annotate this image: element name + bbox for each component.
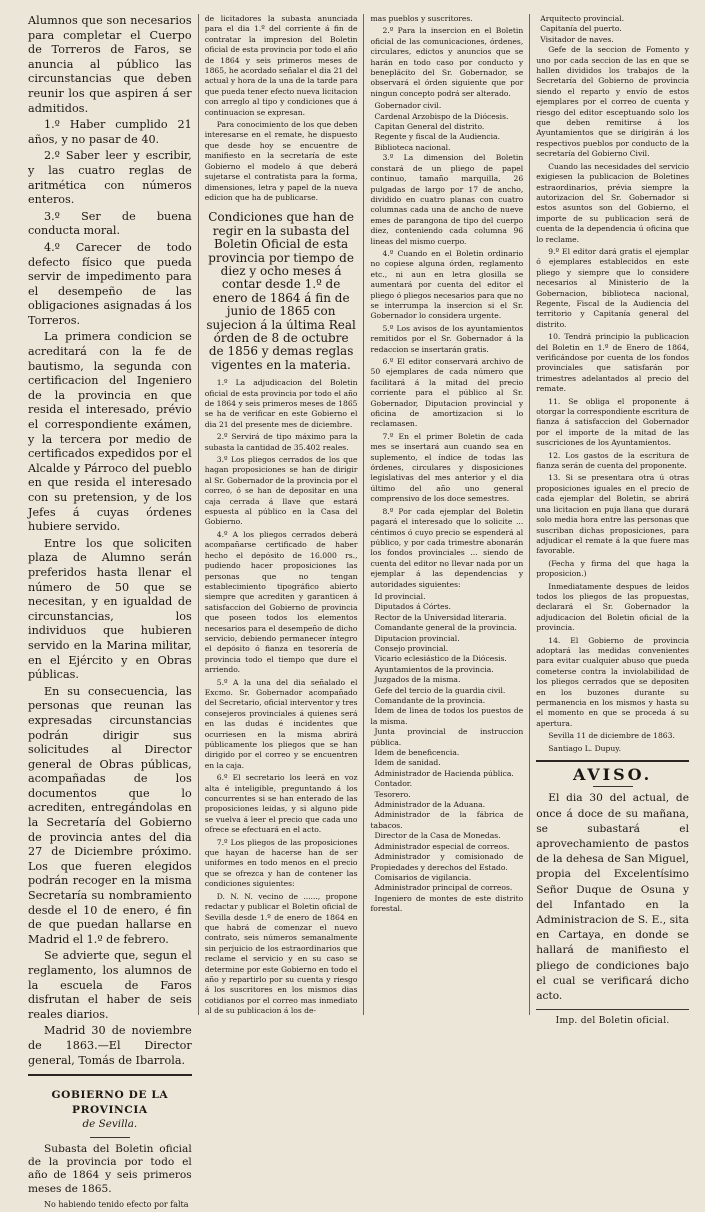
list-item: Consejo provincial. bbox=[374, 643, 449, 653]
list-item: Tesorero. bbox=[374, 789, 411, 799]
col3-item-7: 8.º Por cada ejemplar del Boletin pagará el interesado que lo solicite ... céntimos ó cuyo precio se espenderá al público, y por cada trimestre abonarán los fondos provinciales ... siendo de cuenta del editor no llevar nada por un ejemplar á las dependencias y autoridades siguientes: bbox=[370, 506, 524, 589]
condition-7: 7.º Los pliegos de las proposiciones que hayan de hacerse han de ser uniformes en todo menos en el precio que se ofrezca y han de contener las condiciones siguientes: bbox=[204, 837, 358, 889]
list-item: Administrador principal de correos. bbox=[374, 883, 513, 893]
condition-6: 6.º El secretario los leerá en voz alta é inteligible, preguntando á los concurrentes si se han enterado de las proposiciones leidas, y si alguno pide se vuelva á leer el precio que cada uno ofrece se efectuará en el acto. bbox=[204, 773, 358, 835]
list-item: Regente y fiscal de la Audiencia. bbox=[374, 132, 501, 142]
list-item: Visitador de naves. bbox=[540, 34, 614, 44]
list-item: Id provincial. bbox=[374, 591, 426, 601]
list-item: Administrador y comisionado de Propiedades y derechos del Estado. bbox=[370, 852, 524, 872]
condition-2: 2.º Servirá de tipo máximo para la subasta la cantidad de 35.402 reales. bbox=[204, 432, 358, 452]
col4-item-6: 12. Los gastos de la escritura de fianza serán de cuenta del proponente. bbox=[536, 450, 689, 471]
list-item: Idem de beneficencia. bbox=[374, 748, 460, 758]
col4-item-8: (Fecha y firma del que haga la proposicion.) bbox=[536, 558, 689, 579]
list-item: Gefe del tercio de la guardia civil. bbox=[374, 685, 506, 695]
paragraph-3: En su consecuencia, las personas que reunan las expresadas circunstancias podrán dirigir sus solicitudes al Director general de Obras públicas, acompañadas de los documentos que lo acrediten, entregándolas en la Secretaría del Gobierno de provincia antes del dia 27 de Diciembre próximo. Los que fueren elegidos podrán recoger en la misma Secretaría su nombramiento desde el 10 de enero, é fin de que puedan hallarse en Madrid el 1.º de febrero. bbox=[28, 684, 192, 946]
section-divider bbox=[536, 760, 689, 762]
column-4 bbox=[529, 14, 695, 1027]
column-3 bbox=[363, 14, 529, 1015]
list-item: Juzgados de la misma. bbox=[374, 675, 461, 685]
condition-3: 3.º Los pliegos cerrados de los que hagan proposiciones se han de dirigir al Sr. Gobernador de la provincia por el correo, ó se han de depositar en una caja cerrada á llave que estará espuesta al público en la Casa del Gobierno. bbox=[204, 455, 358, 527]
list-item: Arquitecto provincial. bbox=[540, 14, 625, 23]
col4-list bbox=[536, 14, 689, 45]
requirement-3: 3.º Ser de buena conducta moral. bbox=[28, 209, 192, 238]
list-item: Comisarios de vigilancia. bbox=[374, 872, 472, 882]
government-heading: GOBIERNO DE LA PROVINCIA bbox=[51, 1089, 169, 1116]
intro-text: Alumnos que son necesarios para completar el Cuerpo de Torreros de Faros, se anuncia al público las circunstancias que deben reunir los que aspiren á ser admitidos. bbox=[28, 14, 192, 115]
list-item: Gobernador civil. bbox=[374, 101, 442, 111]
col3-paragraph-1: mas pueblos y suscritores. bbox=[370, 14, 473, 23]
list-item: Vicario eclesiástico de la Diócesis. bbox=[374, 654, 507, 664]
col4-item-1: Gefe de la seccion de Fomento y uno por cada seccion de las en que se hallen divididos los trabajos de la Secretaría del Gobierno de provincia siendo el reparto y envío de estos ejemplares por el correo de cuenta y riesgo del editor esceptuando solo los que deben remitirse á los Ayuntamientos que se dirigirán á los respectivos pueblos por conducto de la secretaría del Gobierno Civil. bbox=[536, 45, 689, 159]
column-2 bbox=[198, 14, 364, 1015]
list-item: Director de la Casa de Monedas. bbox=[374, 831, 501, 841]
paragraph-2: Entre los que soliciten plaza de Alumno serán preferidos hasta llenar el número de 50 que se necesitan, y en igualdad de circunstancias, los individuos que hubieren servido en la Marina militar, en el Ejército y en Obras públicas. bbox=[28, 536, 192, 682]
aviso-text: El dia 30 del actual, de once á doce de su mañana, se subastará el aprovechamiento de pastos de la dehesa de San Miguel, propia del Excelentísimo Señor Duque de Osuna y del Infantado en la Administracion de S. E., sita en Cartaya, en donde se hallará de manifiesto el pliego de condiciones bajo el cual se verificará dicho acto. bbox=[536, 792, 689, 1003]
short-rule bbox=[593, 786, 633, 787]
list-item: Idem de linea de todos los puestos de la misma. bbox=[370, 706, 524, 726]
list-item: Rector de la Universidad literaria. bbox=[374, 612, 507, 622]
condition-1: 1.º La adjudicacion del Boletin oficial de esta provincia por todo el año de 1864 y seis primeros meses de 1865 se ha de verificar en este Gobierno el dia 21 del presente mes de diciembre. bbox=[204, 378, 358, 429]
col4-item-2: Cuando las necesidades del servicio exigiesen la publicacion de Boletines estraordinarios, prévia siempre la autorizacion del Sr. Gobernador si estos asuntos son del Gobierno, el importe de su publicacion será de cuenta de la dependencia ú oficina que lo reclame. bbox=[536, 161, 689, 244]
list-item: Administrador especial de correos. bbox=[374, 841, 510, 851]
list-item: Biblioteca nacional. bbox=[374, 142, 451, 152]
col3-item-6: 7.º En el primer Boletin de cada mes se insertará aun cuando sea en suplemento, el índice de todas las órdenes, circulares y disposiciones legislativas del mes anterior y el dia último del año uno general comprensivo de los doce semestres. bbox=[370, 431, 524, 504]
list-item: Idem de sanidad. bbox=[374, 758, 441, 768]
list-item: Capitanía del puerto. bbox=[540, 24, 622, 34]
requirement-4: 4.º Carecer de todo defecto físico que pueda servir de impedimento para el desempeño de las obligaciones asignadas á los Torreros. bbox=[28, 240, 192, 327]
list-item: Junta provincial de instruccion pública. bbox=[370, 727, 524, 747]
condition-4: 4.º A los pliegos cerrados deberá acompañarse certificado de haber hecho el depósito de 16.000 rs., pudiendo hacer proposiciones las personas que no tengan establecimiento tipográfico abierto siempre que acrediten y garanticen á satisfaccion del Gobierno de provincia que poseen todos los elementos necesarios para el desempeño de dicho servicio, debiendo permanecer íntegro el depósito ó fianza en tesorería de provincia todo el tiempo que dure el arriendo. bbox=[204, 529, 358, 675]
col2-paragraph-1: de licitadores la subasta anunciada para el dia 1.º del corriente á fin de contratar la impresion del Boletin oficial de esta provincia por todo el año de 1864 y seis primeros meses de 1865, he acordado señalar el dia 21 del actual y hora de la una de la tarde para que pueda tener efecto nueva licitacion con arreglo al tipo y condiciones que á continuacion se expresan. bbox=[204, 14, 358, 117]
signature-date: Sevilla 11 de diciembre de 1863. bbox=[548, 731, 675, 741]
section-divider bbox=[536, 1009, 689, 1010]
list-item: Ayuntamientos de la provincia. bbox=[374, 664, 494, 674]
col3-recipient-list bbox=[370, 592, 523, 915]
col4-item-10: 14. El Gobierno de provincia adoptará las medidas convenientes para evitar cualquier abuso que pueda cometerse contra la inviolabilidad de los pliegos cerrados que se depositen en los buzones durante su permanencia en los mismos y hasta su el momento en que se proceda á su apertura. bbox=[536, 635, 689, 728]
list-item: Diputados á Córtes. bbox=[374, 602, 451, 612]
col4-item-7: 13. Si se presentara otra ú otras proposiciones iguales en el precio de cada ejemplar del Boletin, se abrirá una licitacion en puja llana que durará solo media hora entre las personas que suscriban dichas proposiciones, para adjudicar el remate á la que fuere mas favorable. bbox=[536, 473, 689, 556]
list-item: Capitan General del distrito. bbox=[374, 122, 485, 132]
government-subheading: de Sevilla. bbox=[82, 1118, 138, 1131]
short-rule bbox=[90, 1137, 130, 1138]
paragraph-1: La primera condicion se acreditará con la fe de bautismo, la segunda con certificacion del Ingeniero de la provincia en que resida el interesado, prévio el correspondiente exámen, y la tercera por medio de certificados expedidos por el Alcalde y Párroco del pueblo en que resida el interesado con su pretension, y de los Jefes á cuyas órdenes hubiere servido. bbox=[28, 330, 192, 534]
subasta-title: Subasta del Boletin oficial de la provincia por todo el año de 1864 y seis primeros meses de 1865. bbox=[28, 1142, 192, 1195]
list-item: Comandante general de la provincia. bbox=[374, 623, 517, 633]
list-item: Comandante de la provincia. bbox=[374, 696, 486, 705]
col1-last-line: No habiendo tenido efecto por falta bbox=[44, 1199, 189, 1209]
col3-item-2: 3.º La dimension del Boletin constará de un pliego de papel continuo, tamaño marquilla, 26 pulgadas de largo por 17 de ancho, dividido en cuatro planas con cuatro columnas cada una de ancho de nueve emes de parangona de tipo del cuerpo diez, conteniendo cada columna 96 lineas del mismo cuerpo. bbox=[370, 153, 524, 246]
condition-5: 5.º A la una del dia señalado el Excmo. Sr. Gobernador acompañado del Secretario, oficial interventor y tres consejeros provinciales á quienes será en las dudas é incidentes que ocurriesen en la misma abrirá públicamente los pliegos que se han dirigido por el correo y se encuentren en la caja. bbox=[204, 677, 358, 770]
list-item: Contador. bbox=[374, 779, 412, 789]
col3-item-5: 6.º El editor conservará archivo de 50 ejemplares de cada número que facilitará á la mitad del precio corriente para el público al Sr. Gobernador, Diputacion provincial y oficina de amortizacion si lo reclamasen. bbox=[370, 357, 524, 429]
col3-item-1: 2.º Para la insercion en el Boletin oficial de las comunicaciones, órdenes, circulares, edictos y anuncios que se harán en todo caso por conducto y beneplácito del Sr. Gobernador, se observará el órden siguiente que por ningun concepto podrá ser alterado. bbox=[370, 26, 524, 98]
signer-name: Santiago L. Dupuy. bbox=[548, 743, 622, 753]
paragraph-5: Madrid 30 de noviembre de 1863.—El Director general, Tomás de Ibarrola. bbox=[28, 1024, 192, 1067]
paragraph-4: Se advierte que, segun el reglamento, los alumnos de la escuela de Faros disfrutan el haber de seis reales diarios. bbox=[28, 949, 192, 1021]
aviso-heading: AVISO. bbox=[572, 765, 653, 785]
list-item: Administrador de la Aduana. bbox=[374, 800, 486, 810]
imprint: Imp. del Boletin oficial. bbox=[555, 1016, 670, 1027]
list-item: Ingeniero de montes de este distrito forestal. bbox=[370, 893, 524, 914]
col3-item-3: 4.º Cuando en el Boletin ordinario no copiese alguna órden, reglamento etc., ni aun en letra glosilla se aumentará por cuenta del editor el pliego ó pliegos necesarios para que no se interrumpa la insercion si el Sr. Gobernador lo considera urgente. bbox=[370, 248, 524, 321]
col4-item-3: 9.º El editor dará gratis el ejemplar ó ejemplares establecidos en este pliego y siempre que lo considere necesarios al Ministerio de la Gobernacion, biblioteca nacional, Regente, Fiscal de la Audiencia del territorio y Capitanía general del distrito. bbox=[536, 246, 689, 329]
col4-item-9: Inmediatamente despues de leidos todos los pliegos de las propuestas, declarará el Sr. Gobernador la adjudicacion del Boletin oficial de la provincia. bbox=[536, 581, 689, 633]
requirement-1: 1.º Haber cumplido 21 años, y no pasar de 40. bbox=[28, 118, 192, 146]
col4-item-5: 11. Se obliga el proponente á otorgar la correspondiente escritura de fianza á satisfaccion del Gobernador por el importe de la mitad de las suscriciones de los Ayuntamientos. bbox=[536, 396, 689, 448]
list-item: Administrador de Hacienda pública. bbox=[374, 768, 514, 778]
col4-item-4: 10. Tendrá principio la publicacion del Boletin en 1.º de Enero de 1864, verificándose por cuenta de los fondos provinciales que satisfarán por trimestres adelantados al precio del remate. bbox=[536, 332, 689, 394]
col3-list-top bbox=[370, 101, 523, 153]
col2-paragraph-2: Para conocimiento de los que deben interesarse en el remate, he dispuesto que desde hoy se encuentre de manifiesto en la secretaría de este Gobierno el modelo á que deberá sujetarse el contratista para la forma, dimensiones, letra y papel de la nueva edicion que ha de publicarse. bbox=[204, 120, 358, 202]
section-divider bbox=[28, 1074, 192, 1076]
list-item: Diputacion provincial. bbox=[374, 633, 460, 643]
list-item: Cardenal Arzobispo de la Diócesis. bbox=[374, 111, 509, 121]
column-1 bbox=[28, 14, 198, 1209]
col3-item-4: 5.º Los avisos de los ayuntamientos remitidos por el Sr. Gobernador á la redaccion se insertarán gratis. bbox=[370, 323, 524, 354]
list-item: Administrador de la fábrica de tabacos. bbox=[370, 810, 524, 830]
conditions-heading: Condiciones que han de regir en la subasta del Boletin Oficial de esta provincia por tiempo de diez y ocho meses á contar desde 1.º de enero de 1864 á fin de junio de 1865 con sujecion á la última Real órden de 8 de octubre de 1856 y demas reglas vigentes en la materia. bbox=[206, 210, 356, 372]
proposal-model: D. N. N. vecino de ......, propone redactar y publicar el Boletin oficial de Sevilla desde 1.º de enero de 1864 en que habrá de comenzar el nuevo contrato, seis números semanalmente sin perjuicio de los estraordinarios que reclame el servicio y en su caso se determine por este Gobierno en todo el año y repartirlo por su cuenta y riesgo á los suscritores en los mismos dias cotidianos por el correo mas inmediato al de su publicacion á los de- bbox=[204, 891, 358, 1016]
requirement-2: 2.º Saber leer y escribir, y las cuatro reglas de aritmética con números enteros. bbox=[28, 149, 192, 207]
